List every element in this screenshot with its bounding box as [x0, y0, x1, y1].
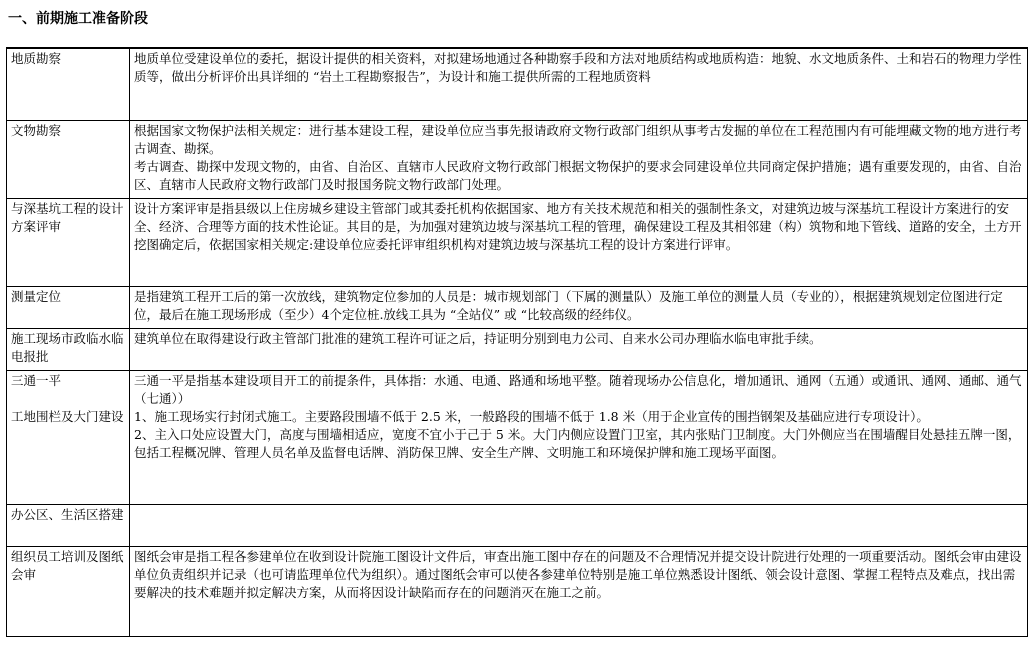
row-content-cell [130, 49, 1028, 121]
row-label-cell [7, 199, 130, 287]
table-row [7, 49, 1028, 121]
row-paragraph: 三通一平是指基本建设项目开工的前提条件，具体指：水通、电通、路通和场地平整。随着现场办公信息化，增加通讯、通网（五通）或通讯、通网、通邮、通气（七通）） [134, 373, 1022, 406]
row-paragraph: 是指建筑工程开工后的第一次放线，建筑物定位参加的人员是：城市规划部门（下属的测量队）及施工单位的测量人员（专业的），根据建筑规划定位图进行定位，最后在施工现场形成（至少）4个定位桩.放线工具为 “全站仪” 或 “比较高级的经纬仪。 [134, 289, 1003, 322]
label-spacer [11, 390, 125, 408]
table-row [7, 505, 1028, 547]
table-row [7, 121, 1028, 199]
row-label: 组织员工培训及图纸会审 [11, 549, 124, 582]
row-content-cell [130, 547, 1028, 637]
row-label-cell [7, 329, 130, 371]
row-content-cell [130, 371, 1028, 505]
table-row [7, 329, 1028, 371]
row-label: 与深基坑工程的设计方案评审 [11, 201, 124, 234]
row-label-cell [7, 287, 130, 329]
row-paragraph: 1、施工现场实行封闭式施工。主要路段围墙不低于 2.5 米，一般路段的围墙不低于 1.8 米（用于企业宣传的围挡钢架及基础应进行专项设计）。 [134, 409, 929, 424]
row-label: 三通一平 [11, 373, 62, 388]
row-paragraph: 考古调查、勘探中发现文物的，由省、自治区、直辖市人民政府文物行政部门根据文物保护的要求会同建设单位共同商定保护措施；遇有重要发现的，由省、自治区、直辖市人民政府文物行政部门及时报国务院文物行政部门处理。 [134, 159, 1022, 192]
table-row [7, 371, 1028, 505]
row-content-cell [130, 505, 1028, 547]
row-paragraph: 根据国家文物保护法相关规定：进行基本建设工程，建设单位应当事先报请政府文物行政部门组织从事考古发掘的单位在工程范围内有可能埋藏文物的地方进行考古调查、勘探。 [134, 123, 1022, 156]
row-label-cell [7, 49, 130, 121]
row-paragraph: 设计方案评审是指县级以上住房城乡建设主管部门或其委托机构依据国家、地方有关技术规范和相关的强制性条文，对建筑边坡与深基坑工程设计方案进行的安全、经济、合理等方面的技术性论证。其目的是，为加强对建筑边坡与深基坑工程的管理，确保建设工程及其相邻建（构）筑物和地下管线、道路的安全，土方开挖图确定后，依据国家相关规定:建设单位应委托评审组织机构对建筑边坡与深基坑工程的设计方案进行评审。 [134, 201, 1022, 252]
row-label-cell [7, 505, 130, 547]
row-content-cell [130, 329, 1028, 371]
row-paragraph: 建筑单位在取得建设行政主管部门批准的建筑工程许可证之后，持证明分别到电力公司、自来水公司办理临水临电审批手续。 [134, 331, 822, 346]
row-label: 地质勘察 [11, 51, 62, 66]
table-row [7, 199, 1028, 287]
row-label: 施工现场市政临水临电报批 [11, 331, 124, 364]
row-label-cell [7, 121, 130, 199]
table-row [7, 287, 1028, 329]
row-content-cell [130, 287, 1028, 329]
row-paragraph: 图纸会审是指工程各参建单位在收到设计院施工图设计文件后，审查出施工图中存在的问题及不合理情况并提交设计院进行处理的一项重要活动。图纸会审由建设单位负责组织并记录（也可请监理单位代为组织）。通过图纸会审可以使各参建单位特别是施工单位熟悉设计图纸、领会设计意图、掌握工程特点及难点，找出需要解决的技术难题并拟定解决方案，从而将因设计缺陷而存在的问题消灭在施工之前。 [134, 549, 1022, 600]
row-label: 测量定位 [11, 289, 62, 304]
row-label-cell [7, 371, 130, 505]
row-label: 办公区、生活区搭建 [11, 507, 124, 522]
row-label-secondary: 工地围栏及大门建设 [11, 409, 124, 424]
construction-prep-table [6, 48, 1028, 637]
table-body [7, 49, 1028, 637]
row-content-cell [130, 121, 1028, 199]
row-paragraph: 地质单位受建设单位的委托，据设计提供的相关资料，对拟建场地通过各种勘察手段和方法对地质结构或地质构造：地貌、水文地质条件、土和岩石的物理力学性质等，做出分析评价出具详细的 “岩土工程勘察报告”，为设计和施工提供所需的工程地质资料 [134, 51, 1022, 84]
row-content-cell [130, 199, 1028, 287]
row-label: 文物勘察 [11, 123, 62, 138]
row-label-cell [7, 547, 130, 637]
table-row [7, 547, 1028, 637]
section-title: 一、前期施工准备阶段 [8, 11, 148, 27]
row-paragraph: 2、主入口处应设置大门，高度与围墙相适应，宽度不宜小于己于 5 米。大门内侧应设置门卫室，其内张贴门卫制度。大门外侧应当在围墙醒目处悬挂五牌一图，包括工程概况牌、管理人员名单及监督电话牌、消防保卫牌、安全生产牌、文明施工和环境保护牌和施工现场平面图。 [134, 427, 1021, 460]
